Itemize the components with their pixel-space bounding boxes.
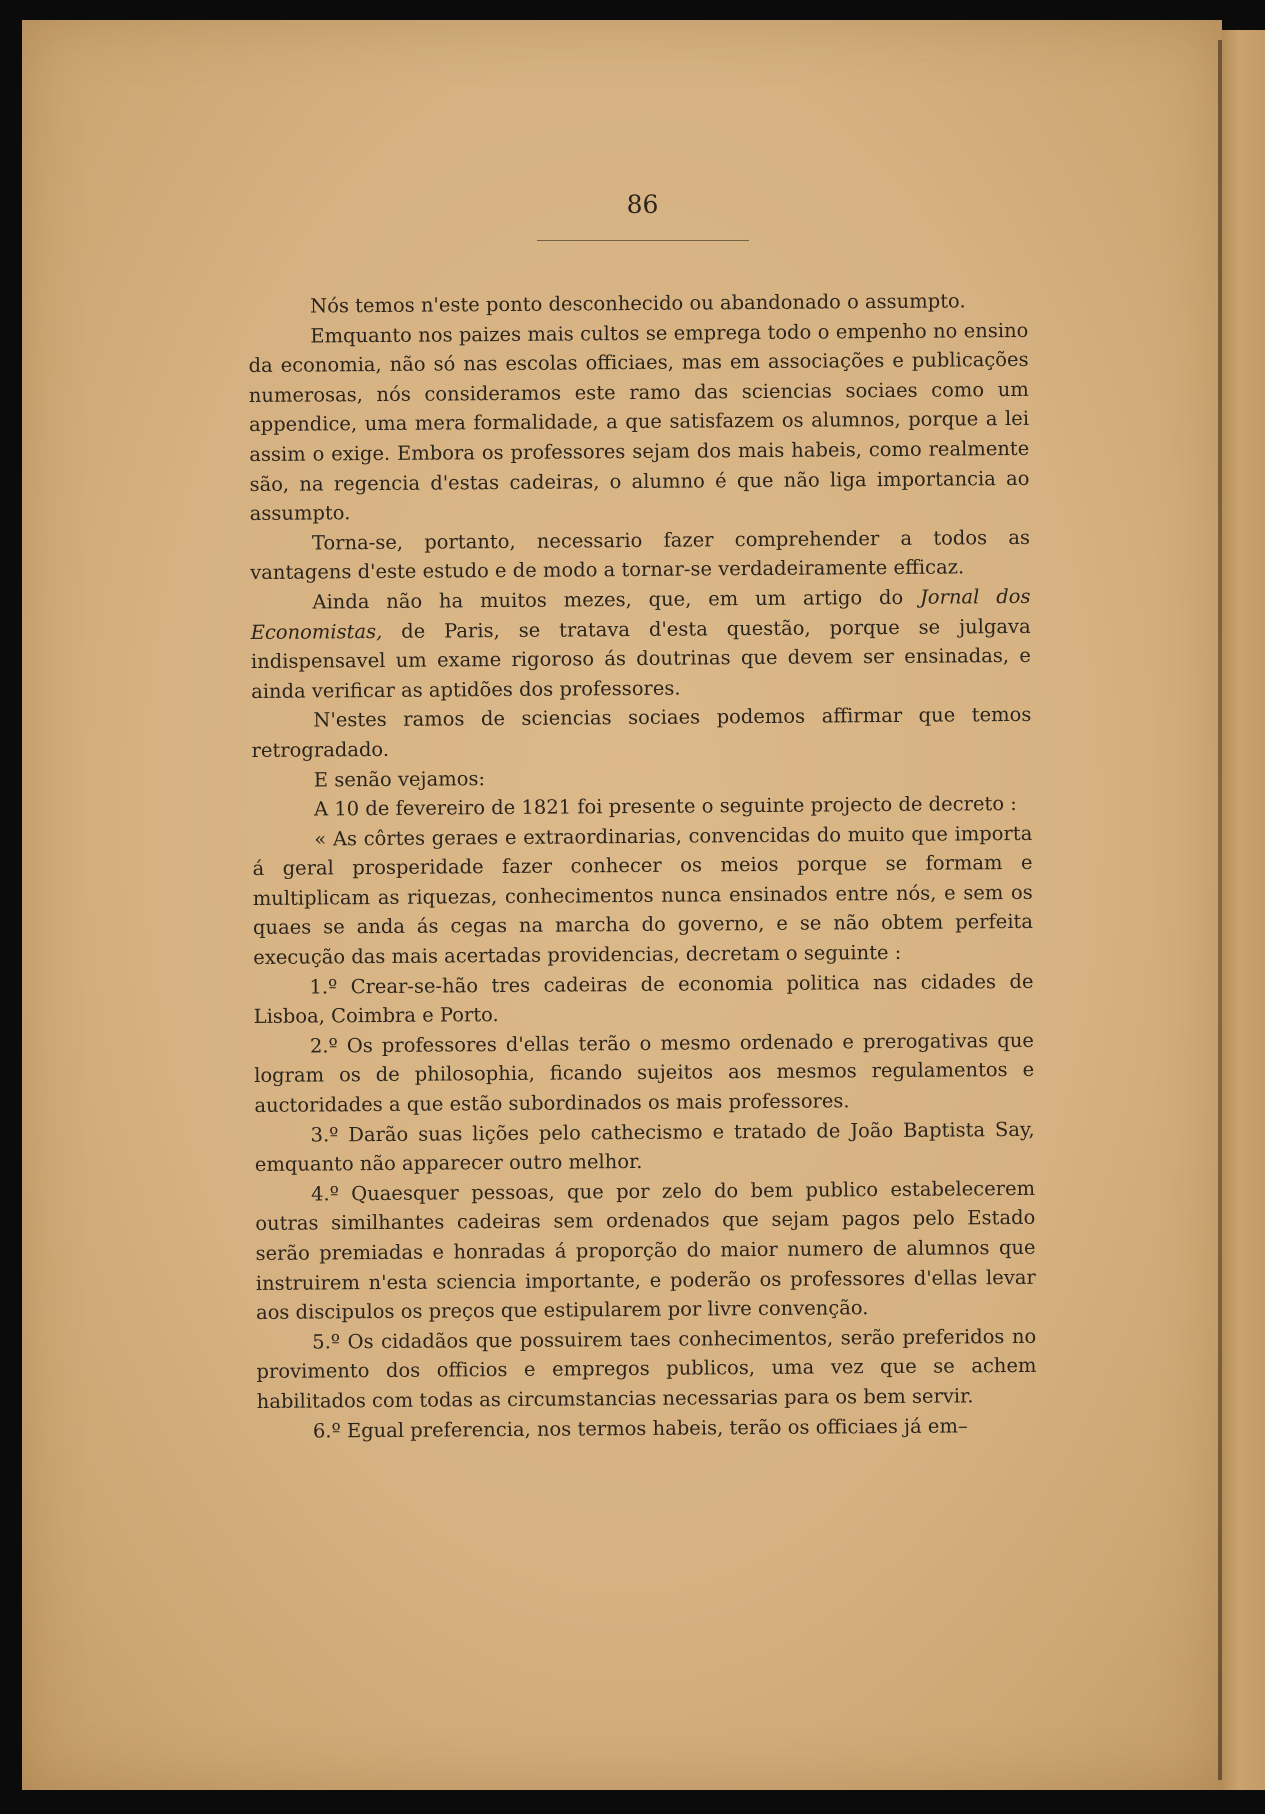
- paragraph-5: N'estes ramos de sciencias sociaes podemos affirmar que temos retrogradado.: [251, 703, 1032, 762]
- page-number: 86: [626, 190, 659, 219]
- paragraph-6: E senão vejamos:: [313, 766, 486, 791]
- paragraph-4-text-start: Ainda não ha muitos mezes, que, em um artigo do: [312, 585, 921, 614]
- decree-item-4: 4.º Quaesquer pessoas, que por zelo do bem publico estabelecerem outras similhantes cadeiras sem ordenados que sejam pagos pelo Estado serão premiadas e honradas á proporção do maior numero de alumnos que instruirem n'esta sciencia importante, e poderão os professores d'ellas levar aos discipulos os preços que estipularem por livre convenção.: [255, 1176, 1036, 1325]
- header-rule: [537, 240, 749, 241]
- paragraph-3: Torna-se, portanto, necessario fazer comprehender a todos as vantagens d'este estudo e de modo a tornar-se verdadeiramente efficaz.: [250, 525, 1031, 585]
- body-text: [248, 286, 1037, 1446]
- decree-item-3: 3.º Darão suas lições pelo cathecismo e tratado de João Baptista Say, emquanto não apparecer outro melhor.: [254, 1117, 1035, 1177]
- journal-title: Jornal dos Economistas,: [250, 584, 1031, 644]
- paragraph-7: A 10 de fevereiro de 1821 foi presente o seguinte projecto de decreto :: [313, 792, 1017, 821]
- decree-preamble: « As côrtes geraes e extraordinarias, convencidas do muito que importa á geral prosperidade fazer conhecer os meios porque se formam e multiplicam as riquezas, conhecimentos nunca ensinados entre nós, e sem os quaes se anda ás cegas na marcha do governo, e se não obtem perfeita execução das mais acertadas providencias, decretam o seguinte :: [252, 821, 1034, 970]
- decree-item-2: 2.º Os professores d'ellas terão o mesmo ordenado e prerogativas que logram os de philosophia, ficando sujeitos aos mesmos regulamentos e auctoridades a que estão subordinados os mais professores.: [254, 1028, 1035, 1118]
- next-page-edge: [1222, 30, 1265, 1790]
- decree-item-5: 5.º Os cidadãos que possuirem taes conhecimentos, serão preferidos no provimento dos officios e empregos publicos, uma vez que se achem habilitados com todas as circumstancias necessarias para os bem servir.: [256, 1324, 1037, 1413]
- paragraph-4: [250, 582, 1031, 706]
- decree-item-6: 6.º Egual preferencia, nos termos habeis, terão os officiaes já em–: [312, 1413, 968, 1443]
- decree-item-1: 1.º Crear-se-hão tres cadeiras de economia politica nas cidades de Lisboa, Coimbra e Porto.: [253, 969, 1034, 1029]
- paragraph-1: Nós temos n'este ponto desconhecido ou abandonado o assumpto.: [310, 289, 966, 318]
- paragraph-2: Emquanto nos paizes mais cultos se emprega todo o empenho no ensino da economia, não só nas escolas officiaes, mas em associações e publicações numerosas, nós consideramos este ramo das sciencias sociaes como um appendice, uma mera formalidade, a que satisfazem os alumnos, porque a lei assim o exige. Embora os professores sejam dos mais habeis, como realmente são, na regencia d'estas cadeiras, o alumno é que não liga importancia ao assumpto.: [248, 318, 1030, 526]
- paragraph-4-text-end: de Paris, se tratava d'esta questão, porque se julgava indispensavel um exame rigoroso ás doutrinas que devem ser ensinadas, e ainda verificar as aptidões dos professores.: [250, 614, 1031, 703]
